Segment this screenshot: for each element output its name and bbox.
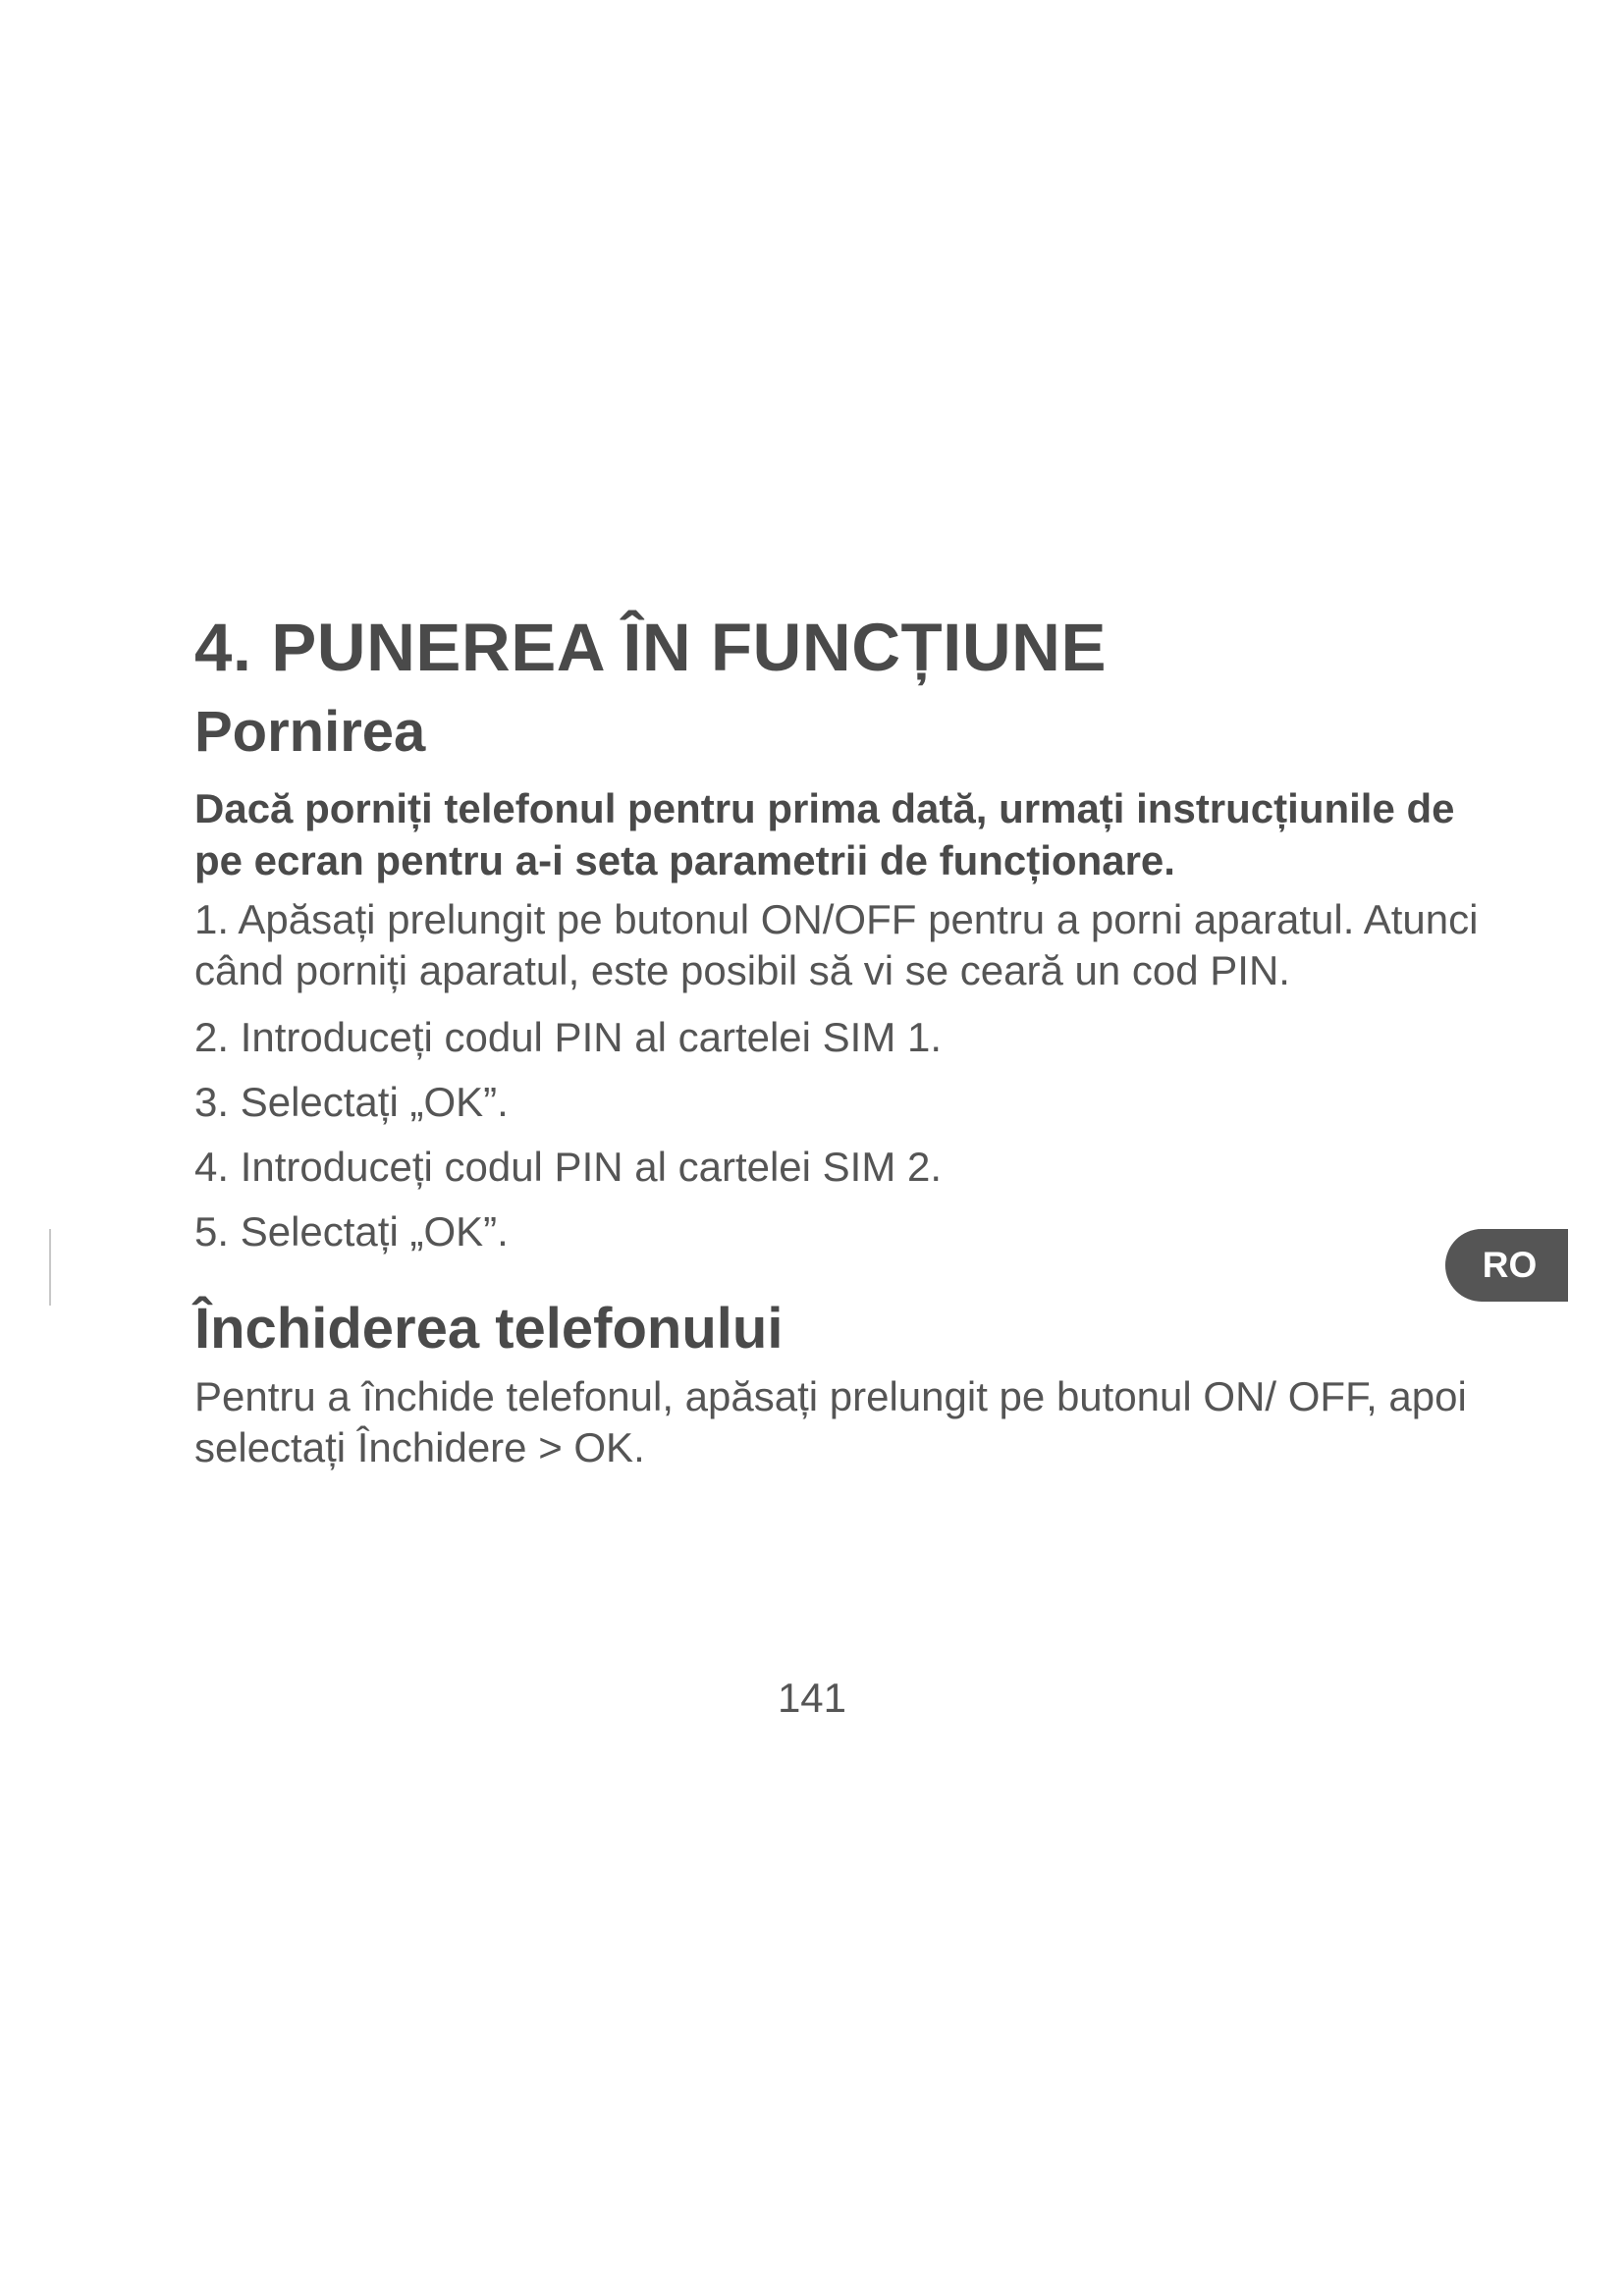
startup-step-5: 5. Selectați „OK”. bbox=[194, 1207, 509, 1255]
margin-rule bbox=[49, 1229, 51, 1306]
startup-step-3: 3. Selectați „OK”. bbox=[194, 1078, 509, 1125]
section-title-startup: Pornirea bbox=[194, 700, 426, 765]
startup-lead-text: Dacă porniți telefonul pentru prima dată, urmați instrucțiunile de pe ecran pentru a-i seta parametrii de funcționare. bbox=[194, 784, 1455, 883]
page-number: 141 bbox=[777, 1675, 847, 1721]
language-tab: RO bbox=[1445, 1229, 1568, 1302]
shutdown-text: Pentru a închide telefonul, apăsați prelungit pe butonul ON/ OFF, apoi selectați Închidere > OK. bbox=[194, 1372, 1467, 1470]
startup-step-1: 1. Apăsați prelungit pe butonul ON/OFF pentru a porni aparatul. Atunci când porniți aparatul, este posibil să vi se ceară un cod PIN. bbox=[194, 895, 1479, 993]
chapter-title: 4. PUNEREA ÎN FUNCȚIUNE bbox=[194, 610, 1108, 685]
page-content bbox=[194, 609, 1490, 1473]
section-title-shutdown: Închiderea telefonului bbox=[194, 1296, 784, 1361]
startup-step-2: 2. Introduceți codul PIN al cartelei SIM 1. bbox=[194, 1013, 943, 1060]
startup-step-4: 4. Introduceți codul PIN al cartelei SIM 2. bbox=[194, 1143, 943, 1190]
